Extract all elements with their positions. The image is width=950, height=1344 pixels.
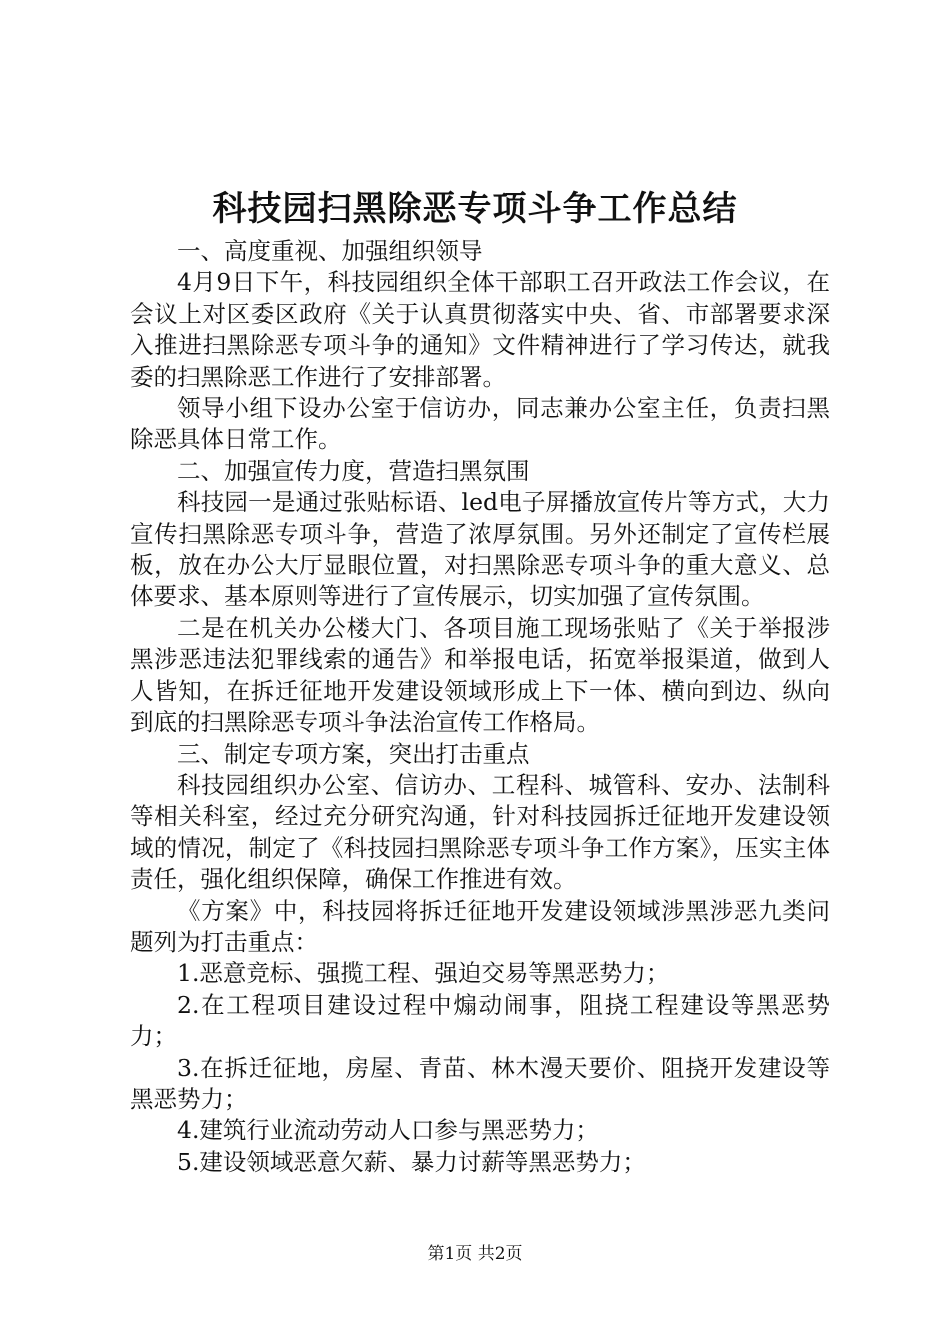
section-heading-3: 三、制定专项方案，突出打击重点 [177, 739, 530, 768]
list-item: 3.在拆迁征地，房屋、青苗、林木漫天要价、阻挠开发建设等黑恶势力； [130, 1053, 830, 1113]
section-heading-1: 一、高度重视、加强组织领导 [177, 237, 483, 265]
paragraph-office: 领导小组下设办公室于信访办，同志兼办公室主任，负责扫黑除恶具体日常工作。 [130, 394, 830, 454]
document-title: 科技园扫黑除恶专项斗争工作总结 [212, 189, 738, 229]
page-number-footer: 第1页 共2页 [427, 1244, 523, 1264]
list-item: 4.建筑行业流动劳动人口参与黑恶势力； [177, 1116, 599, 1145]
paragraph-publicity-1: 科技园一是通过张贴标语、led电子屏播放宣传片等方式，大力宣传扫黑除恶专项斗争，营造了浓厚氛围。另外还制定了宣传栏展板，放在办公大厅显眼位置，对扫黑除恶专项斗争的重大意义、总体要求、基本原则等进行了宣传展示，切实加强了宣传氛围。 [130, 488, 830, 611]
document-body [130, 236, 830, 1178]
paragraph-publicity-2: 二是在机关办公楼大门、各项目施工现场张贴了《关于举报涉黑涉恶违法犯罪线索的通告》和举报电话，拓宽举报渠道，做到人人皆知，在拆迁征地开发建设领域形成上下一体、横向到边、纵向到底的扫黑除恶专项斗争法治宣传工作格局。 [130, 613, 830, 737]
list-item: 2.在工程项目建设过程中煽动闹事，阻挠工程建设等黑恶势力； [130, 990, 830, 1051]
section-heading-2: 二、加强宣传力度，营造扫黑氛围 [177, 456, 530, 485]
paragraph-meeting: 4月9日下午，科技园组织全体干部职工召开政法工作会议，在会议上对区委区政府《关于认真贯彻落实中央、省、市部署要求深入推进扫黑除恶专项斗争的通知》文件精神进行了学习传达，就我委的扫黑除恶工作进行了安排部署。 [130, 268, 830, 391]
list-item: 5.建设领域恶意欠薪、暴力讨薪等黑恶势力； [177, 1147, 646, 1176]
paragraph-plan-focus: 《方案》中，科技园将拆迁征地开发建设领域涉黑涉恶九类问题列为打击重点： [130, 896, 830, 956]
paragraph-plan: 科技园组织办公室、信访办、工程科、城管科、安办、法制科等相关科室，经过充分研究沟通，针对科技园拆迁征地开发建设领域的情况，制定了《科技园扫黑除恶专项斗争工作方案》，压实主体责任，强化组织保障，确保工作推进有效。 [130, 770, 830, 894]
list-item: 1.恶意竞标、强揽工程、强迫交易等黑恶势力； [177, 959, 670, 988]
